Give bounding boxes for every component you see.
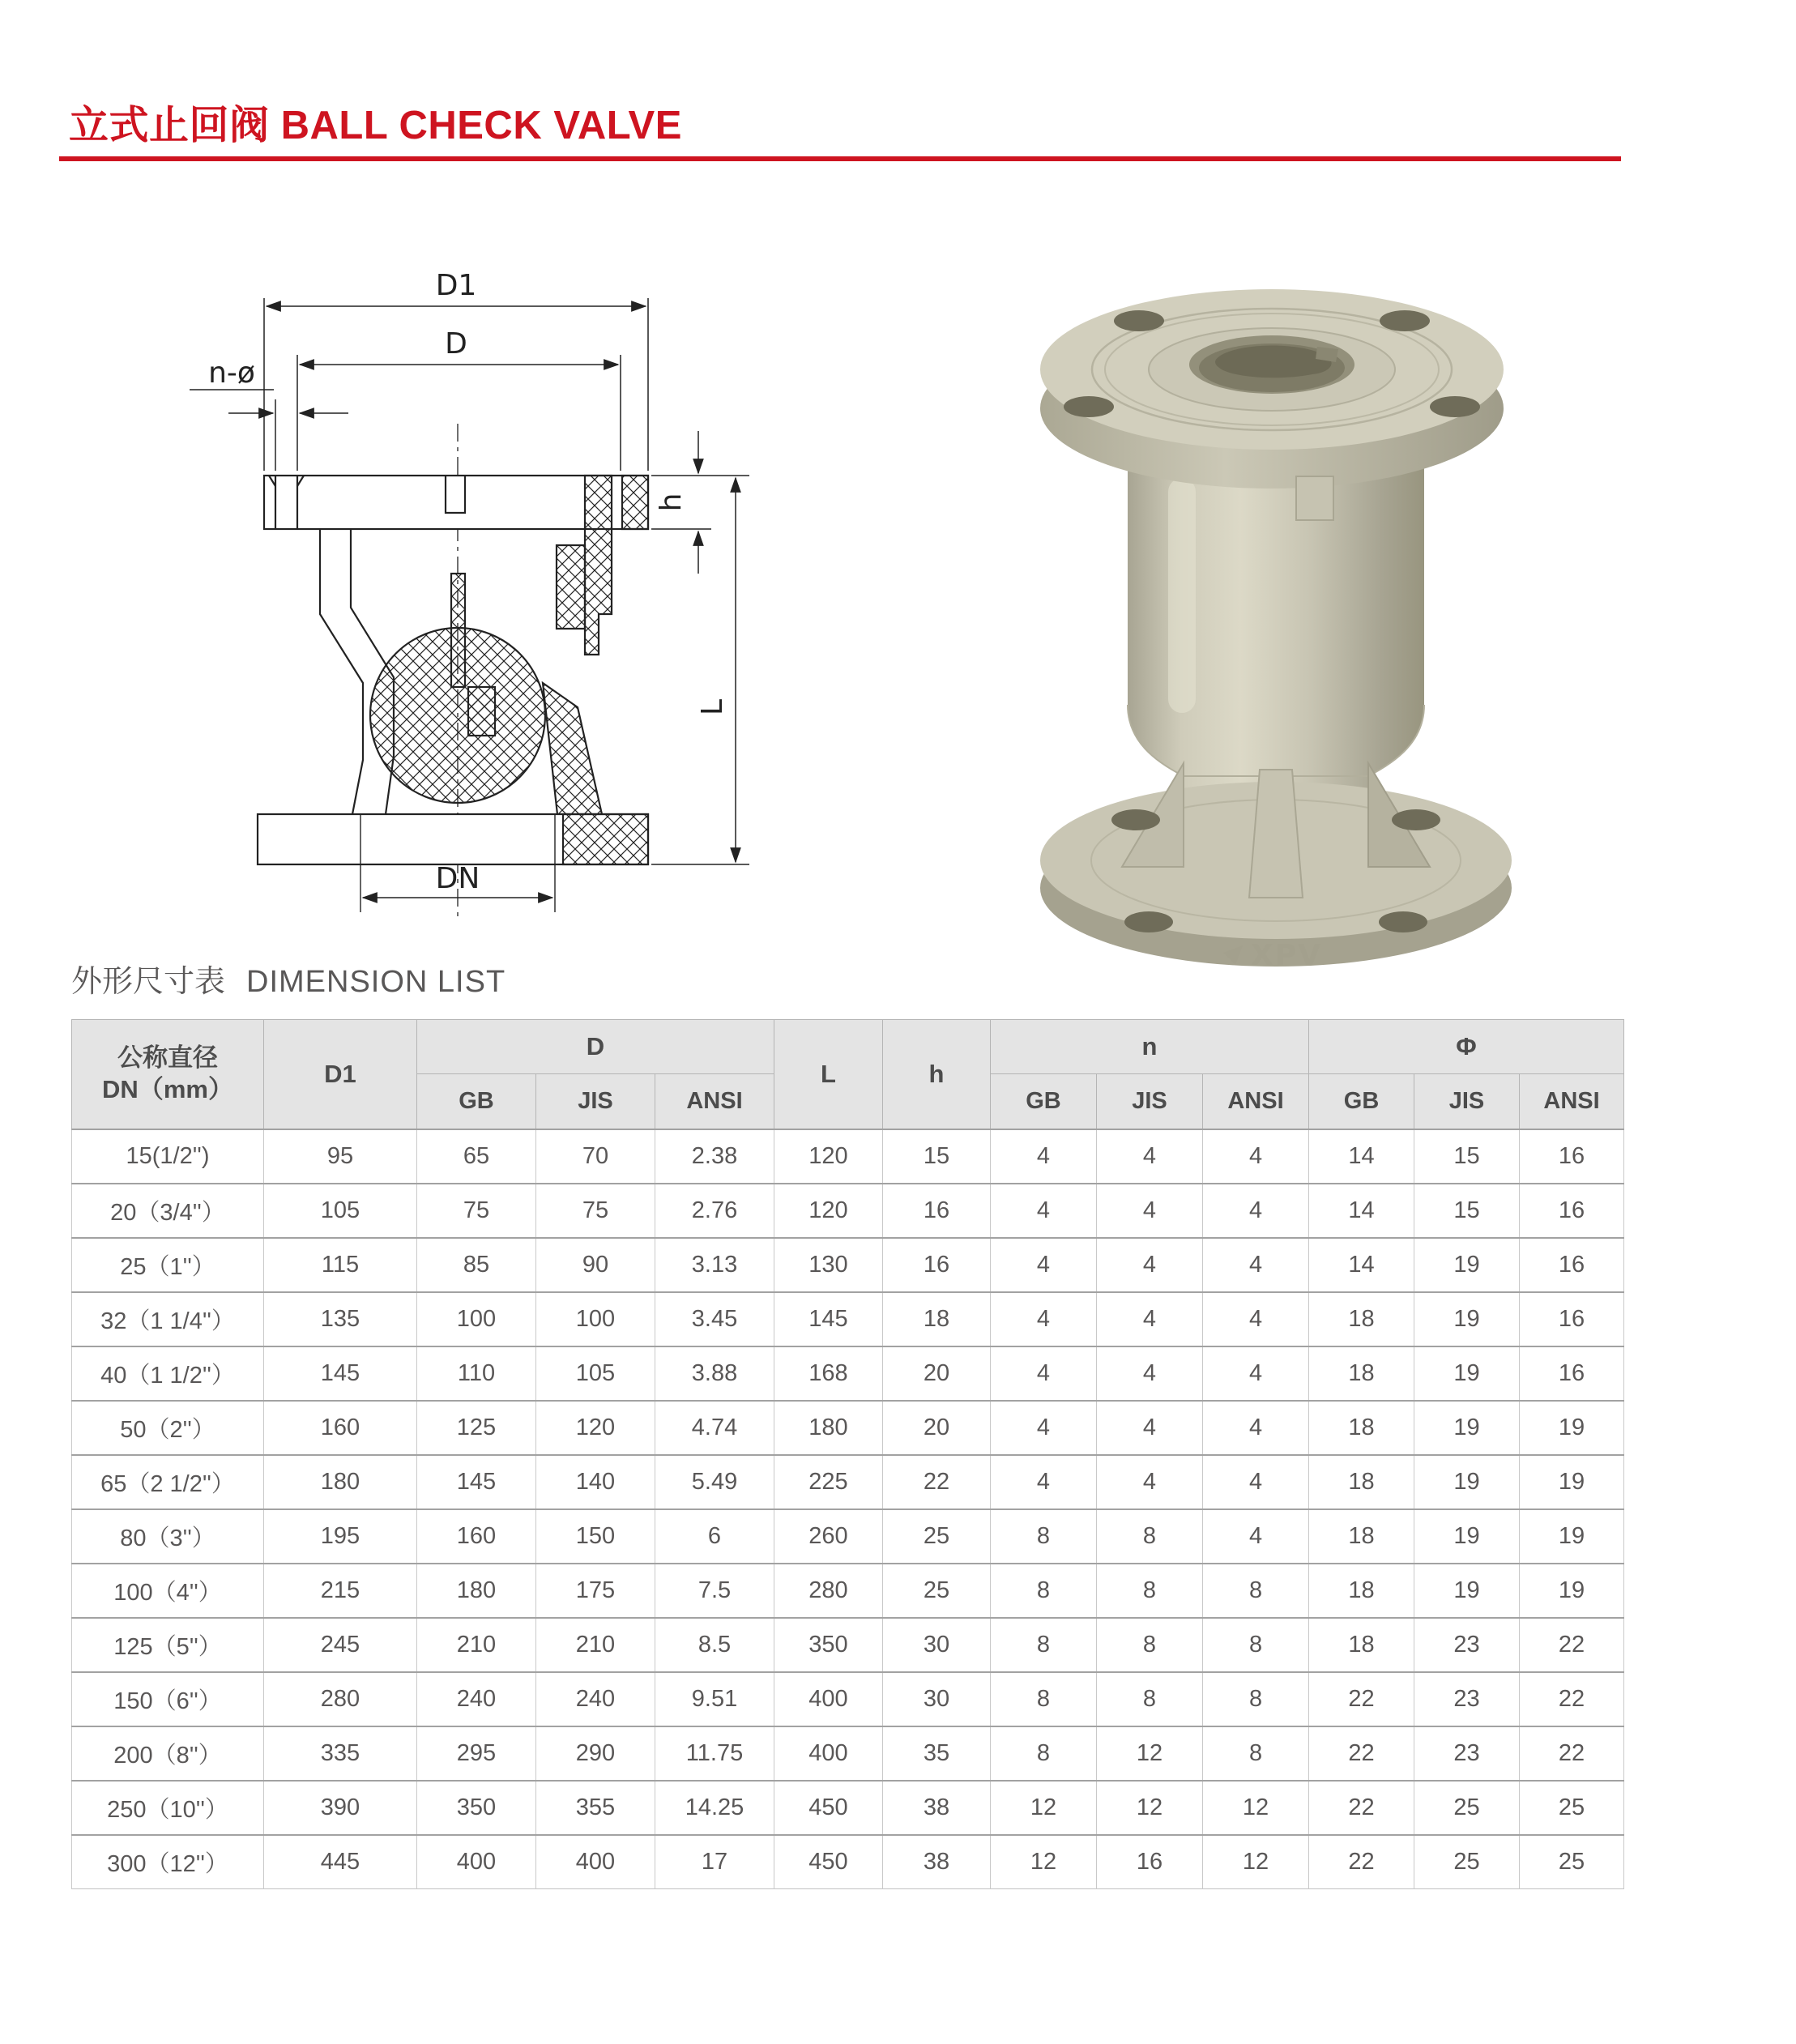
cell-l: 225 (774, 1455, 883, 1509)
cell-d-ansi: 3.88 (655, 1346, 774, 1401)
cell-d-jis: 105 (536, 1346, 655, 1401)
table-row (72, 1129, 1624, 1184)
cell-d-gb: 295 (417, 1726, 536, 1781)
cell-d1: 180 (264, 1455, 417, 1509)
cell-d1: 105 (264, 1184, 417, 1238)
body-tab (1296, 476, 1333, 520)
cell-l: 168 (774, 1346, 883, 1401)
cell-d-ansi: 4.74 (655, 1401, 774, 1455)
cell-phi-gb: 18 (1309, 1564, 1414, 1618)
cell-d-ansi: 2.76 (655, 1184, 774, 1238)
cell-d1: 135 (264, 1292, 417, 1346)
cell-d-gb: 75 (417, 1184, 536, 1238)
cell-d-jis: 75 (536, 1184, 655, 1238)
cell-d1: 245 (264, 1618, 417, 1672)
header-d1: D1 (264, 1020, 417, 1130)
cell-n-gb: 4 (991, 1129, 1097, 1184)
cell-d-ansi: 11.75 (655, 1726, 774, 1781)
cell-dn: 25（1''） (72, 1238, 264, 1292)
cell-d-gb: 350 (417, 1781, 536, 1835)
cell-dn: 80（3''） (72, 1509, 264, 1564)
cell-d-ansi: 9.51 (655, 1672, 774, 1726)
cell-d-gb: 145 (417, 1455, 536, 1509)
cell-d-ansi: 7.5 (655, 1564, 774, 1618)
cell-phi-jis: 19 (1414, 1292, 1520, 1346)
cell-d1: 95 (264, 1129, 417, 1184)
cell-n-ansi: 12 (1203, 1781, 1309, 1835)
cell-n-jis: 8 (1097, 1672, 1203, 1726)
cell-l: 130 (774, 1238, 883, 1292)
table-row (72, 1184, 1624, 1238)
label-l: L (696, 698, 729, 716)
page-title: 立式止回阀 BALL CHECK VALVE (69, 104, 682, 147)
cell-d1: 160 (264, 1401, 417, 1455)
cell-phi-ansi: 16 (1520, 1184, 1624, 1238)
cell-d-gb: 100 (417, 1292, 536, 1346)
bottom-flange (1040, 763, 1512, 972)
cell-h: 25 (883, 1564, 991, 1618)
cell-d-gb: 85 (417, 1238, 536, 1292)
cell-n-gb: 4 (991, 1238, 1097, 1292)
table-row (72, 1564, 1624, 1618)
cell-phi-jis: 19 (1414, 1238, 1520, 1292)
cell-n-jis: 12 (1097, 1726, 1203, 1781)
cell-d-gb: 110 (417, 1346, 536, 1401)
cell-phi-ansi: 19 (1520, 1564, 1624, 1618)
seat-block-hatch (557, 545, 585, 629)
cell-phi-gb: 14 (1309, 1129, 1414, 1184)
cell-phi-ansi: 22 (1520, 1672, 1624, 1726)
cell-d-jis: 140 (536, 1455, 655, 1509)
cell-n-gb: 8 (991, 1509, 1097, 1564)
cell-d-gb: 210 (417, 1618, 536, 1672)
header-n-jis: JIS (1097, 1074, 1203, 1130)
cell-dn: 40（1 1/2''） (72, 1346, 264, 1401)
cell-phi-gb: 22 (1309, 1835, 1414, 1889)
cell-phi-gb: 22 (1309, 1726, 1414, 1781)
cell-d-jis: 400 (536, 1835, 655, 1889)
cell-phi-jis: 25 (1414, 1781, 1520, 1835)
cell-dn: 125（5''） (72, 1618, 264, 1672)
cell-d-jis: 70 (536, 1129, 655, 1184)
cell-n-ansi: 8 (1203, 1672, 1309, 1726)
cell-h: 16 (883, 1184, 991, 1238)
header-dn-line1: 公称直径 (117, 1043, 218, 1073)
cell-d-jis: 290 (536, 1726, 655, 1781)
cell-phi-ansi: 25 (1520, 1781, 1624, 1835)
cell-n-jis: 4 (1097, 1346, 1203, 1401)
cell-dn: 20（3/4''） (72, 1184, 264, 1238)
cell-phi-ansi: 19 (1520, 1401, 1624, 1455)
valve-cross-section-drawing (154, 233, 770, 930)
brand-text: XPV (1251, 939, 1323, 972)
bottom-flange-hatch (563, 814, 648, 864)
cell-dn: 150（6''） (72, 1672, 264, 1726)
cell-n-jis: 4 (1097, 1401, 1203, 1455)
cell-n-gb: 12 (991, 1781, 1097, 1835)
cell-h: 20 (883, 1401, 991, 1455)
cell-d-jis: 240 (536, 1672, 655, 1726)
cell-l: 180 (774, 1401, 883, 1455)
union-nut-hatch (585, 476, 612, 655)
cell-h: 16 (883, 1238, 991, 1292)
cell-d-ansi: 3.45 (655, 1292, 774, 1346)
table-row (72, 1346, 1624, 1401)
cell-phi-gb: 18 (1309, 1455, 1414, 1509)
cell-d-gb: 240 (417, 1672, 536, 1726)
title-underline-rule (59, 156, 1621, 161)
table-row (72, 1672, 1624, 1726)
table-row (72, 1835, 1624, 1889)
cell-d-ansi: 17 (655, 1835, 774, 1889)
cell-phi-gb: 18 (1309, 1618, 1414, 1672)
cell-n-jis: 4 (1097, 1455, 1203, 1509)
table-body (72, 1129, 1624, 1889)
cell-phi-jis: 15 (1414, 1129, 1520, 1184)
cell-n-ansi: 4 (1203, 1129, 1309, 1184)
cell-d-ansi: 8.5 (655, 1618, 774, 1672)
cell-dn: 200（8''） (72, 1726, 264, 1781)
cell-phi-ansi: 16 (1520, 1238, 1624, 1292)
table-row (72, 1292, 1624, 1346)
table-row (72, 1238, 1624, 1292)
cell-phi-ansi: 16 (1520, 1129, 1624, 1184)
table-header (72, 1020, 1624, 1130)
cell-phi-ansi: 19 (1520, 1455, 1624, 1509)
cell-phi-gb: 18 (1309, 1292, 1414, 1346)
label-d: D (445, 327, 467, 361)
cell-phi-jis: 23 (1414, 1618, 1520, 1672)
cell-h: 18 (883, 1292, 991, 1346)
table-row (72, 1781, 1624, 1835)
cell-d-jis: 210 (536, 1618, 655, 1672)
cell-phi-gb: 18 (1309, 1401, 1414, 1455)
cell-n-gb: 8 (991, 1672, 1097, 1726)
cell-d-gb: 65 (417, 1129, 536, 1184)
header-d-gb: GB (417, 1074, 536, 1130)
table-row (72, 1726, 1624, 1781)
header-d-jis: JIS (536, 1074, 655, 1130)
cell-d-ansi: 5.49 (655, 1455, 774, 1509)
header-phi-ansi: ANSI (1520, 1074, 1624, 1130)
header-dn-line2: DN（mm） (102, 1075, 233, 1103)
cell-n-ansi: 8 (1203, 1726, 1309, 1781)
cell-n-jis: 4 (1097, 1184, 1203, 1238)
cell-l: 145 (774, 1292, 883, 1346)
flange-gasket-hatch (622, 476, 648, 529)
section-title (71, 956, 506, 1001)
cell-phi-jis: 19 (1414, 1509, 1520, 1564)
cell-n-ansi: 4 (1203, 1346, 1309, 1401)
cell-d-jis: 175 (536, 1564, 655, 1618)
table-row (72, 1509, 1624, 1564)
cell-n-ansi: 8 (1203, 1564, 1309, 1618)
cell-d-jis: 150 (536, 1509, 655, 1564)
cell-n-gb: 8 (991, 1726, 1097, 1781)
cell-h: 22 (883, 1455, 991, 1509)
cell-h: 38 (883, 1781, 991, 1835)
table-row (72, 1401, 1624, 1455)
header-n-group: n (991, 1020, 1309, 1074)
cell-n-jis: 4 (1097, 1238, 1203, 1292)
cell-n-jis: 8 (1097, 1618, 1203, 1672)
cell-n-jis: 12 (1097, 1781, 1203, 1835)
cell-d-jis: 100 (536, 1292, 655, 1346)
cell-d-gb: 160 (417, 1509, 536, 1564)
cell-phi-gb: 22 (1309, 1672, 1414, 1726)
cell-h: 15 (883, 1129, 991, 1184)
label-h: h (655, 493, 688, 512)
cell-dn: 300（12''） (72, 1835, 264, 1889)
cell-n-ansi: 4 (1203, 1401, 1309, 1455)
cell-d-gb: 400 (417, 1835, 536, 1889)
valve-photo-svg (956, 235, 1604, 972)
cell-phi-jis: 23 (1414, 1726, 1520, 1781)
cell-phi-jis: 23 (1414, 1672, 1520, 1726)
cell-phi-jis: 25 (1414, 1835, 1520, 1889)
cell-n-ansi: 8 (1203, 1618, 1309, 1672)
cell-d-gb: 180 (417, 1564, 536, 1618)
cell-d1: 215 (264, 1564, 417, 1618)
cell-dn: 65（2 1/2''） (72, 1455, 264, 1509)
cell-l: 450 (774, 1835, 883, 1889)
cell-d-ansi: 14.25 (655, 1781, 774, 1835)
header-d-ansi: ANSI (655, 1074, 774, 1130)
cell-phi-gb: 18 (1309, 1509, 1414, 1564)
top-flange (1040, 289, 1504, 520)
technical-drawing-svg (154, 233, 770, 930)
cell-h: 30 (883, 1618, 991, 1672)
cell-phi-ansi: 16 (1520, 1292, 1624, 1346)
cell-n-ansi: 4 (1203, 1509, 1309, 1564)
cell-l: 120 (774, 1184, 883, 1238)
cell-d1: 445 (264, 1835, 417, 1889)
cell-l: 400 (774, 1672, 883, 1726)
cell-dn: 250（10''） (72, 1781, 264, 1835)
cell-n-jis: 4 (1097, 1129, 1203, 1184)
cell-l: 400 (774, 1726, 883, 1781)
cell-n-ansi: 4 (1203, 1292, 1309, 1346)
cell-phi-gb: 14 (1309, 1184, 1414, 1238)
cell-d-jis: 120 (536, 1401, 655, 1455)
cell-d1: 115 (264, 1238, 417, 1292)
section-title-en: DIMENSION LIST (246, 965, 506, 999)
cell-h: 30 (883, 1672, 991, 1726)
header-h: h (883, 1020, 991, 1130)
cell-n-ansi: 4 (1203, 1455, 1309, 1509)
dimension-table (71, 1019, 1624, 1889)
header-l: L (774, 1020, 883, 1130)
cell-l: 350 (774, 1618, 883, 1672)
cell-l: 120 (774, 1129, 883, 1184)
cell-dn: 15(1/2'') (72, 1129, 264, 1184)
cell-n-gb: 8 (991, 1618, 1097, 1672)
cell-phi-ansi: 19 (1520, 1509, 1624, 1564)
ball-section (370, 628, 545, 803)
cell-d1: 390 (264, 1781, 417, 1835)
cell-phi-ansi: 16 (1520, 1346, 1624, 1401)
header-n-gb: GB (991, 1074, 1097, 1130)
cell-h: 38 (883, 1835, 991, 1889)
cell-n-gb: 12 (991, 1835, 1097, 1889)
cell-n-ansi: 4 (1203, 1238, 1309, 1292)
cell-l: 280 (774, 1564, 883, 1618)
cell-phi-gb: 18 (1309, 1346, 1414, 1401)
drawing-object-lines (258, 424, 648, 918)
cell-n-gb: 4 (991, 1292, 1097, 1346)
body-highlight (1168, 478, 1196, 713)
cell-n-jis: 16 (1097, 1835, 1203, 1889)
cell-l: 450 (774, 1781, 883, 1835)
cell-d1: 195 (264, 1509, 417, 1564)
cell-h: 35 (883, 1726, 991, 1781)
cell-d-jis: 90 (536, 1238, 655, 1292)
label-d1: D1 (435, 269, 477, 302)
cell-d-gb: 125 (417, 1401, 536, 1455)
cell-d-ansi: 2.38 (655, 1129, 774, 1184)
header-n-ansi: ANSI (1203, 1074, 1309, 1130)
cell-phi-ansi: 22 (1520, 1618, 1624, 1672)
cell-phi-ansi: 25 (1520, 1835, 1624, 1889)
cell-phi-gb: 14 (1309, 1238, 1414, 1292)
header-d-group: D (417, 1020, 774, 1074)
drawing-dimension-lines (190, 298, 749, 898)
valve-product-photo (956, 235, 1604, 972)
cell-n-jis: 8 (1097, 1509, 1203, 1564)
dimension-table-container (71, 1019, 1623, 1889)
right-wall-hatch (543, 683, 602, 814)
label-dn: DN (435, 862, 480, 895)
cell-n-gb: 8 (991, 1564, 1097, 1618)
left-body-wall-outer (320, 529, 363, 814)
header-phi-group: Φ (1309, 1020, 1624, 1074)
cell-d-jis: 355 (536, 1781, 655, 1835)
label-n-phi: n-ø (208, 356, 255, 390)
cell-n-jis: 4 (1097, 1292, 1203, 1346)
header-phi-gb: GB (1309, 1074, 1414, 1130)
header-phi-jis: JIS (1414, 1074, 1520, 1130)
cell-dn: 50（2''） (72, 1401, 264, 1455)
cell-phi-jis: 19 (1414, 1455, 1520, 1509)
cell-dn: 32（1 1/4''） (72, 1292, 264, 1346)
header-dn (72, 1020, 264, 1130)
cell-n-gb: 4 (991, 1346, 1097, 1401)
cell-d-ansi: 6 (655, 1509, 774, 1564)
cell-d1: 280 (264, 1672, 417, 1726)
cell-d1: 145 (264, 1346, 417, 1401)
section-title-zh: 外形尺寸表 (71, 965, 226, 999)
cell-h: 25 (883, 1509, 991, 1564)
cell-phi-jis: 19 (1414, 1346, 1520, 1401)
cell-phi-jis: 19 (1414, 1564, 1520, 1618)
table-row (72, 1618, 1624, 1672)
cell-phi-gb: 22 (1309, 1781, 1414, 1835)
cell-d-ansi: 3.13 (655, 1238, 774, 1292)
cell-n-gb: 4 (991, 1455, 1097, 1509)
cell-n-ansi: 4 (1203, 1184, 1309, 1238)
cell-phi-ansi: 22 (1520, 1726, 1624, 1781)
cell-h: 20 (883, 1346, 991, 1401)
cell-phi-jis: 15 (1414, 1184, 1520, 1238)
cell-dn: 100（4''） (72, 1564, 264, 1618)
cell-l: 260 (774, 1509, 883, 1564)
table-row (72, 1455, 1624, 1509)
cell-n-ansi: 12 (1203, 1835, 1309, 1889)
cell-phi-jis: 19 (1414, 1401, 1520, 1455)
cell-n-gb: 4 (991, 1184, 1097, 1238)
cell-n-gb: 4 (991, 1401, 1097, 1455)
cell-d1: 335 (264, 1726, 417, 1781)
cell-n-jis: 8 (1097, 1564, 1203, 1618)
